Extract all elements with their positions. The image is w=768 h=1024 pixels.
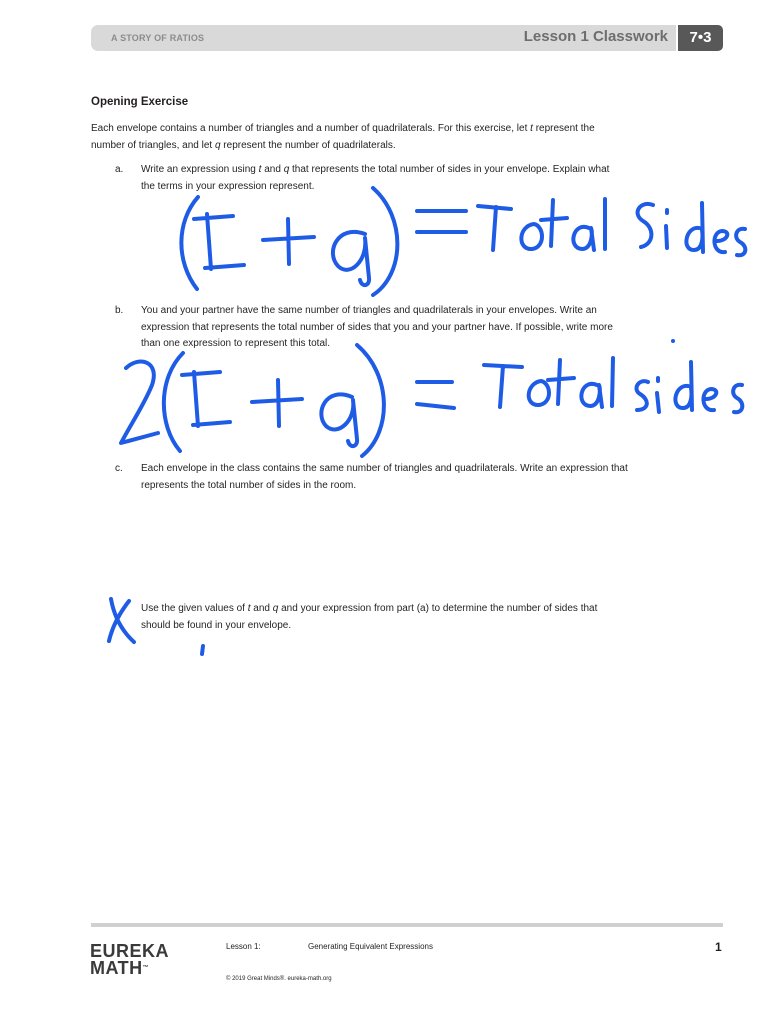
intro-line-2: number of triangles, and let q represent the number of quadrilaterals.	[91, 139, 396, 151]
item-a-line-2: the terms in your expression represent.	[141, 180, 315, 192]
page-number: 1	[715, 940, 722, 954]
item-d-line-1: Use the given values of t and q and your expression from part (a) to determine the number of sides that	[141, 603, 598, 614]
item-b-marker: b.	[115, 305, 124, 316]
section-title: Opening Exercise	[91, 96, 189, 108]
item-a-line-1: Write an expression using t and q that represents the total number of sides in your envelope. Explain what	[141, 164, 610, 175]
eureka-math-logo: EUREKA MATH™	[90, 941, 170, 978]
handwritten-answer-b	[121, 339, 742, 456]
intro-paragraph	[91, 121, 731, 154]
footer-lesson-label: Lesson 1:	[226, 942, 261, 951]
item-b-line-3: than one expression to represent this total.	[141, 338, 331, 349]
handwritten-answer-a	[181, 188, 745, 295]
item-a-marker: a.	[115, 164, 124, 175]
footer-topic: Generating Equivalent Expressions	[308, 942, 433, 951]
item-d-text	[141, 601, 731, 634]
header-bar	[91, 25, 676, 51]
item-d-line-2: should be found in your envelope.	[141, 619, 292, 631]
grade-badge: 7•3	[678, 25, 723, 51]
item-c-line-2: represents the total number of sides in the room.	[141, 479, 357, 491]
item-b-line-2: expression that represents the total number of sides that you and your partner have. If possible, write more	[141, 321, 613, 333]
footer-rule	[91, 923, 723, 927]
variable-t: t	[530, 123, 533, 134]
item-b-text	[141, 303, 731, 353]
item-b-line-1: You and your partner have the same number of triangles and quadrilaterals in your envelopes. Write an	[141, 305, 597, 316]
item-c-line-1: Each envelope in the class contains the same number of triangles and quadrilaterals. Write an expression that	[141, 463, 628, 474]
intro-line-1: Each envelope contains a number of triangles and a number of quadrilaterals. For this exercise, let t represent the	[91, 123, 595, 134]
item-a-text	[141, 162, 731, 195]
item-c-marker: c.	[115, 463, 123, 474]
item-c-text	[141, 461, 731, 494]
story-label: A STORY OF RATIOS	[111, 33, 205, 43]
lesson-title: Lesson 1 Classwork	[523, 28, 668, 45]
variable-q: q	[214, 139, 221, 151]
copyright-notice: © 2019 Great Minds®. eureka-math.org	[226, 976, 332, 982]
